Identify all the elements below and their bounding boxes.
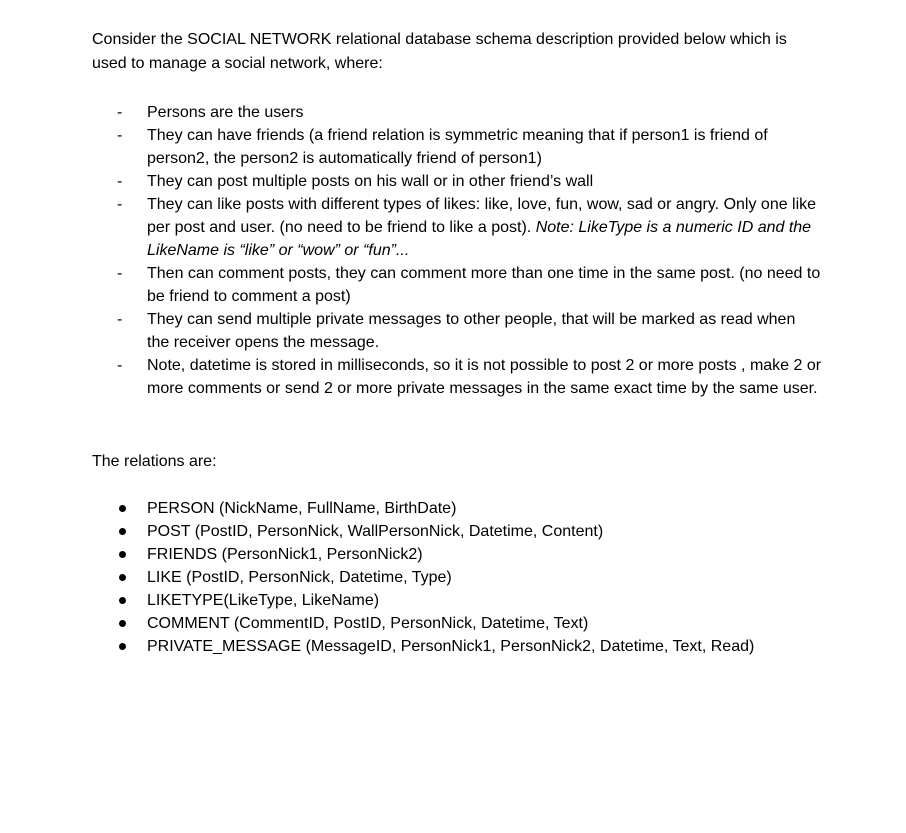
bullet-icon (119, 574, 126, 581)
relation-text: LIKETYPE(LikeType, LikeName) (147, 592, 380, 609)
bullet-icon (119, 597, 126, 604)
list-item (92, 589, 822, 612)
list-item (92, 543, 822, 566)
list-item (92, 170, 822, 193)
list-item (92, 497, 822, 520)
dash-marker: - (117, 357, 123, 374)
list-item (92, 354, 822, 400)
bullet-icon (119, 505, 126, 512)
list-item (92, 124, 822, 170)
rule-text: Note, datetime is stored in milliseconds, so it is not possible to post 2 or more posts , make 2 or more comments or send 2 or more private messages in the same exact time by the same user. (147, 357, 822, 397)
relations-heading: The relations are: (92, 453, 217, 470)
list-item (92, 566, 822, 589)
dash-marker: - (117, 265, 123, 282)
intro-paragraph: Consider the SOCIAL NETWORK relational database schema description provided below which is used to manage a social network, where: (92, 31, 787, 72)
list-item (92, 635, 822, 658)
rule-text: Persons are the users (147, 104, 304, 121)
list-item (92, 308, 822, 354)
rule-text: They can post multiple posts on his wall or in other friend’s wall (147, 173, 594, 190)
rule-text: They can have friends (a friend relation is symmetric meaning that if person1 is friend of person2, the person2 is automatically friend of person1) (147, 127, 768, 167)
relation-text: PRIVATE_MESSAGE (MessageID, PersonNick1, PersonNick2, Datetime, Text, Read) (147, 638, 755, 655)
list-item (92, 612, 822, 635)
bullet-icon (119, 643, 126, 650)
rule-text: They can send multiple private messages to other people, that will be marked as read when the receiver opens the message. (147, 311, 796, 351)
rule-text: Then can comment posts, they can comment more than one time in the same post. (no need to be friend to comment a post) (147, 265, 821, 305)
relation-text: COMMENT (CommentID, PostID, PersonNick, Datetime, Text) (147, 615, 589, 632)
relation-text: LIKE (PostID, PersonNick, Datetime, Type) (147, 569, 452, 586)
list-item (92, 262, 822, 308)
relation-text: FRIENDS (PersonNick1, PersonNick2) (147, 546, 423, 563)
list-item (92, 193, 822, 262)
rules-list (92, 101, 822, 400)
rule-note: Note: LikeType is a numeric ID and the LikeName is “like” or “wow” or “fun”... (147, 219, 812, 259)
relations-list (92, 497, 822, 658)
list-item (92, 101, 822, 124)
dash-marker: - (117, 127, 123, 144)
bullet-icon (119, 528, 126, 535)
dash-marker: - (117, 196, 123, 213)
relation-text: POST (PostID, PersonNick, WallPersonNick, Datetime, Content) (147, 523, 604, 540)
dash-marker: - (117, 104, 123, 121)
dash-marker: - (117, 173, 123, 190)
relation-text: PERSON (NickName, FullName, BirthDate) (147, 500, 457, 517)
document-page (92, 28, 822, 658)
dash-marker: - (117, 311, 123, 328)
list-item (92, 520, 822, 543)
rule-text: They can like posts with different types of likes: like, love, fun, wow, sad or angry. Only one like per post and user. (no need to be friend to like a post). (147, 196, 817, 236)
bullet-icon (119, 551, 126, 558)
bullet-icon (119, 620, 126, 627)
